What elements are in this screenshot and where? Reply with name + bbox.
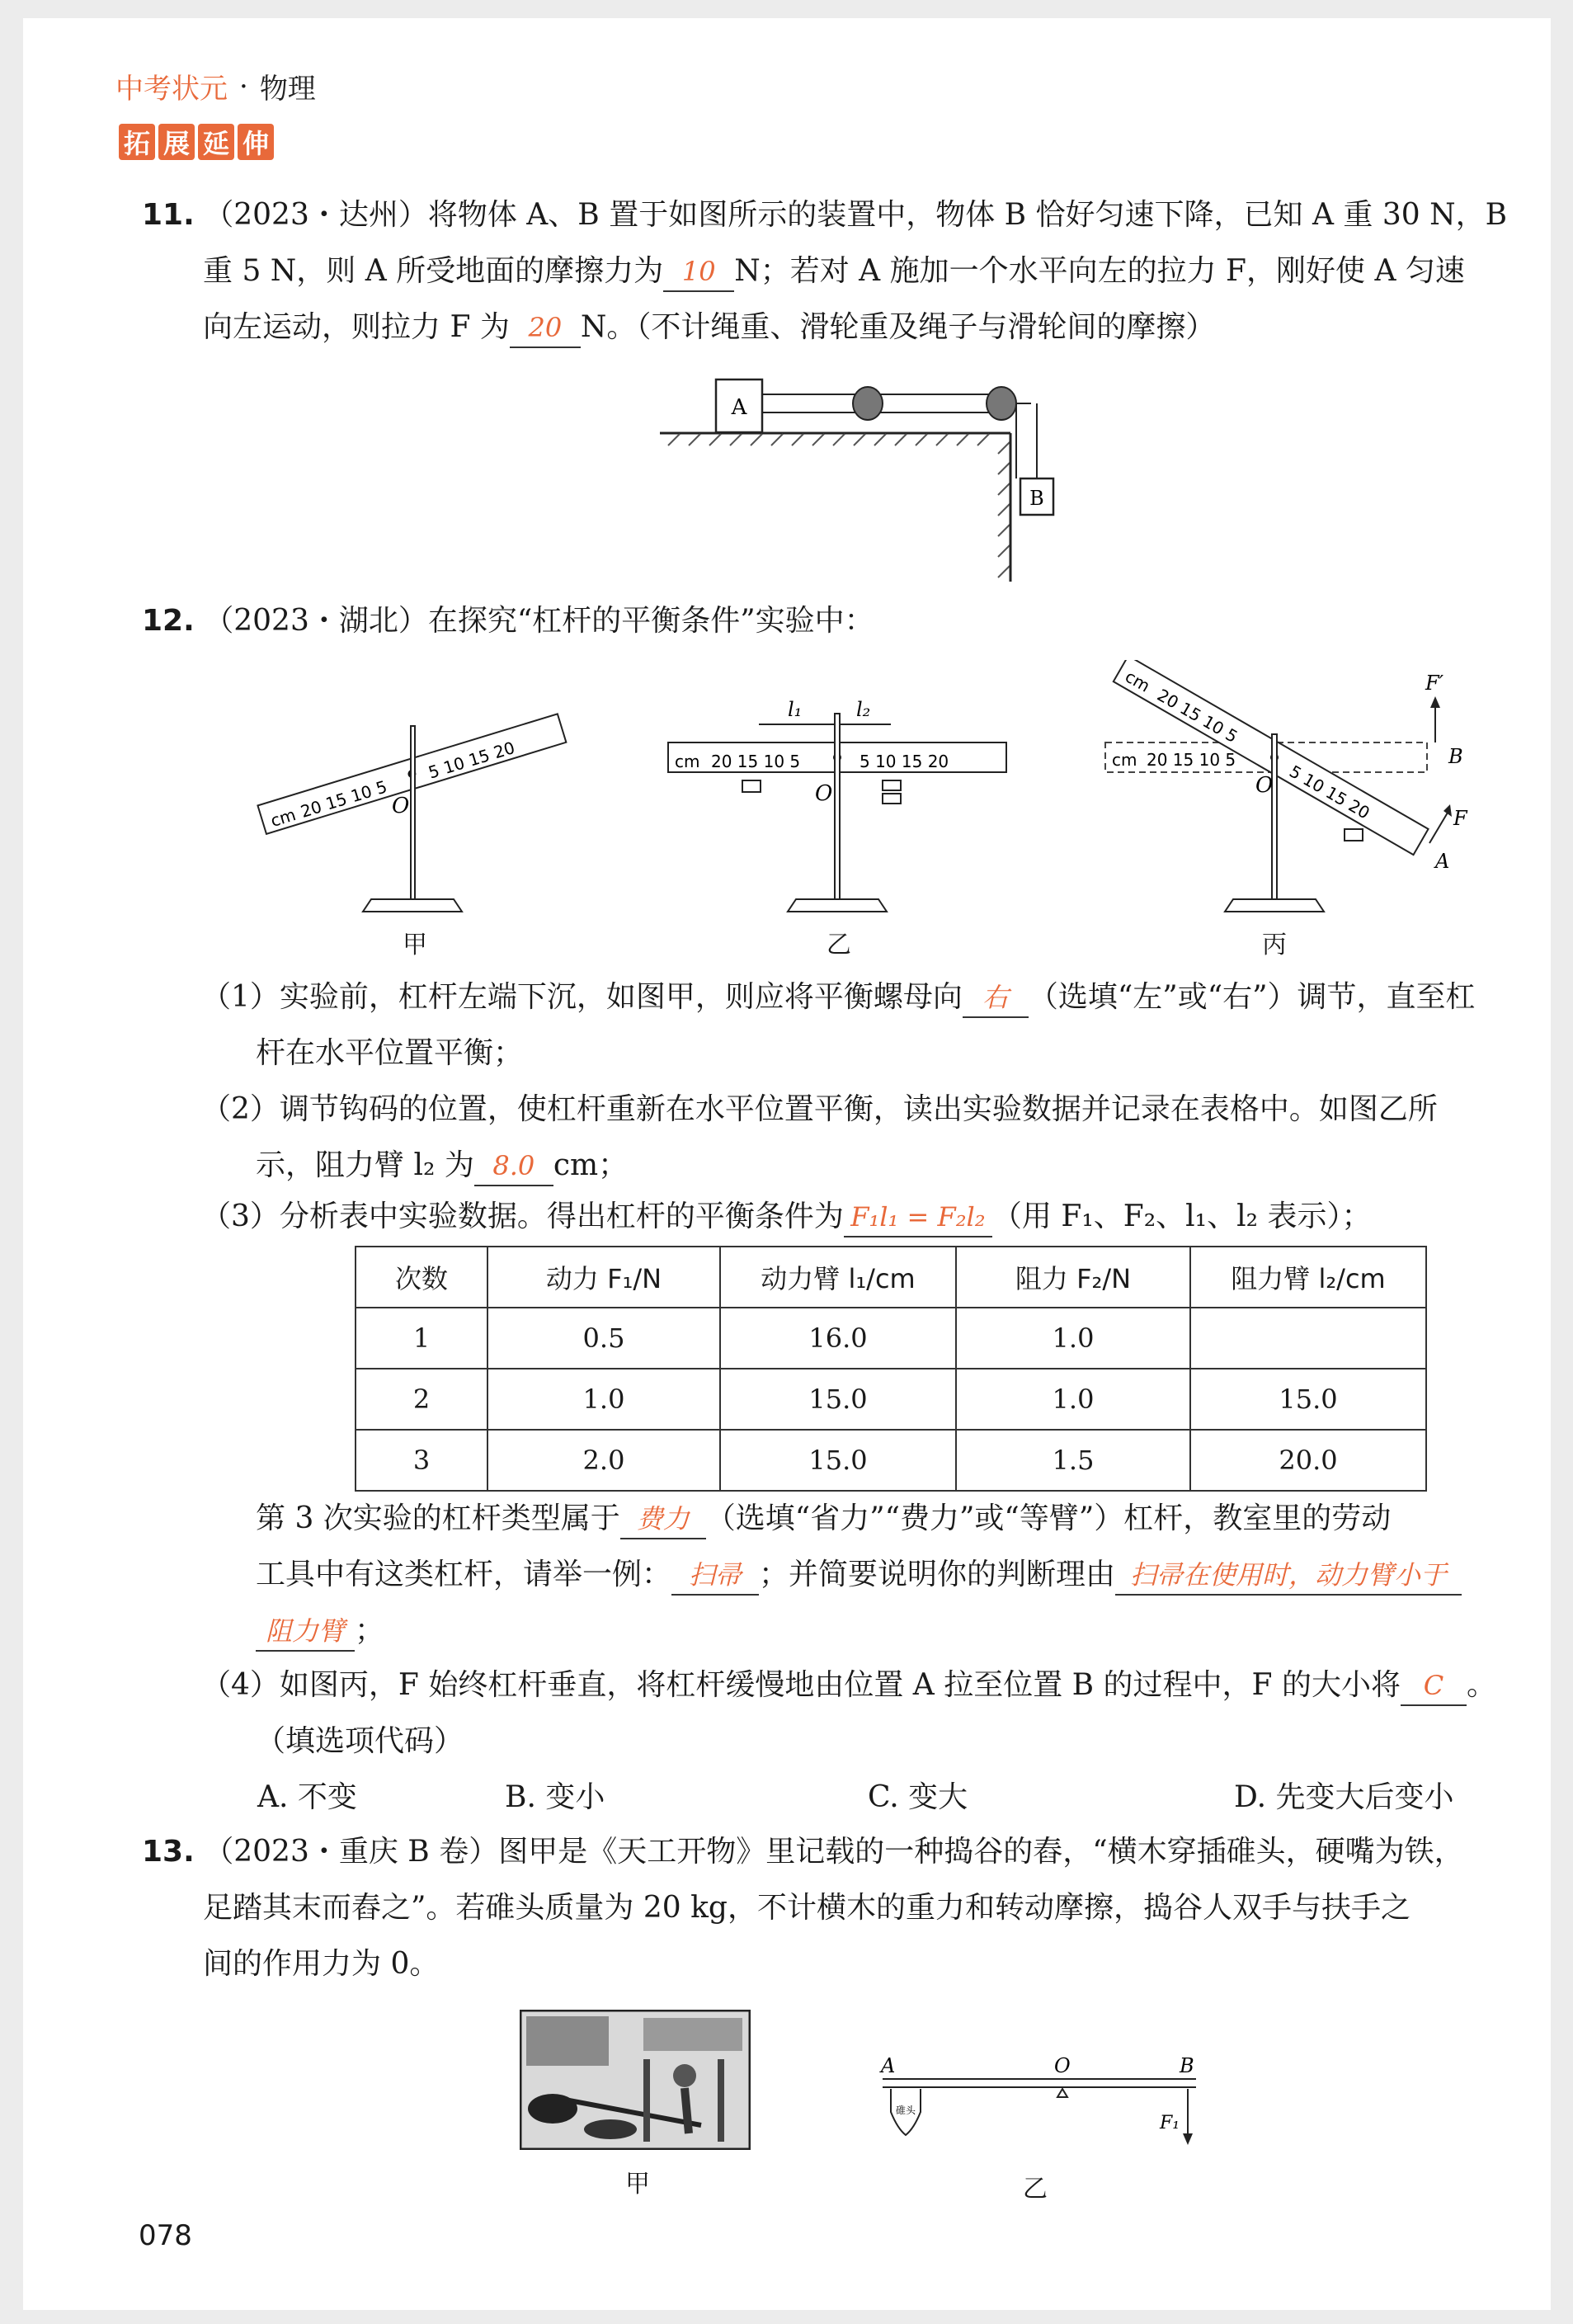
answer-blank: 扫帚 [671,1556,759,1596]
page-number: 078 [139,2219,192,2252]
pulley-figure [652,363,1081,586]
table-cell: 15.0 [1190,1369,1426,1430]
scale-right: 5 10 15 20 [1286,761,1373,823]
answer-blank: 8.0 [474,1147,553,1186]
o-label: O [1054,2054,1071,2077]
q12-text: 示，阻力臂 l₂ 为 [256,1148,474,1182]
head-label: 碓头 [895,2105,916,2116]
b-label: B [1448,745,1463,768]
q12-text: 工具中有这类杠杆，请举一例： [256,1558,672,1591]
header-dot: · [239,69,248,103]
l1-label: l₁ [788,698,803,721]
answer-blank: 扫帚在使用时，动力臂小于 [1115,1556,1462,1596]
option-d: D. 先变大后变小 [1234,1780,1454,1814]
label-b: B [1029,487,1044,510]
q12-text: （选填“左”或“右”）调节，直至杠 [1028,980,1476,1014]
table-cell: 20.0 [1190,1430,1426,1491]
fprime-label: F′ [1425,672,1444,695]
section-title [119,124,274,160]
question-number: 11. [142,198,195,232]
q12-part2-cont [256,1147,628,1186]
table-cell: 1 [356,1308,487,1369]
caption-bing: 丙 [1262,931,1287,959]
table-header: 阻力 F₂/N [956,1247,1190,1308]
q12-part2: （2）调节钩码的位置，使杠杆重新在水平位置平衡，读出实验数据并记录在表格中。如图乙所 [201,1092,1438,1126]
answer-blank: 10 [663,252,734,292]
table-cell: 1.5 [956,1430,1190,1491]
table-cell: 0.5 [487,1308,720,1369]
pivot-label: O [1255,773,1274,798]
table-row [356,1430,1426,1491]
f-label: F [1453,807,1467,830]
table-cell: 1.0 [956,1369,1190,1430]
q13-line1 [142,1833,1464,1871]
b-label: B [1180,2054,1194,2077]
answer-blank: 右 [963,978,1029,1018]
option-b: B. 变小 [505,1780,605,1814]
answer-blank: 费力 [620,1500,706,1539]
option-c: C. 变大 [868,1780,968,1814]
q12-text: （3）分析表中实验数据。得出杠杆的平衡条件为 [201,1200,844,1233]
q13-text: （2023・重庆 B 卷）图甲是《天工开物》里记载的一种捣谷的舂，“横木穿插碓头，硬嘴为铁， [204,1835,1464,1869]
a-label: A [881,2054,896,2077]
q11-line3 [203,309,1215,348]
q12-text: （1）实验前，杠杆左端下沉，如图甲，则应将平衡螺母向 [201,980,963,1014]
f1-label: F₁ [1160,2113,1180,2133]
section-char: 拓 [119,124,155,160]
section-char: 展 [158,124,195,160]
scale-left: 20 15 10 5 [711,752,801,771]
table-cell: 15.0 [720,1430,956,1491]
woodcut-image [520,2010,751,2150]
q12-text: 。 [1466,1668,1496,1702]
q12-stem [142,602,874,640]
cm-label: cm [1121,666,1154,696]
q12-part3-example [256,1556,1462,1596]
option-a: A. 不变 [257,1780,357,1814]
q11-text: N。（不计绳重、滑轮重及绳子与滑轮间的摩擦） [580,310,1216,344]
caption-yi: 乙 [827,931,851,959]
table-cell: 2 [356,1369,487,1430]
lever-figure-b [643,676,1031,924]
table-header-row [356,1247,1426,1308]
q12-part4-hint: （填选项代码） [256,1724,464,1758]
q12-text: （2023・湖北）在探究“杠杆的平衡条件”实验中： [204,604,874,638]
caption-yi-q13: 乙 [1023,2175,1048,2204]
table-cell: 1.0 [487,1369,720,1430]
table-header: 阻力臂 l₂/cm [1190,1247,1426,1308]
q12-text: （4）如图丙，F 始终杠杆垂直，将杠杆缓慢地由位置 A 拉至位置 B 的过程中，F 的大小将 [201,1668,1401,1702]
q11-line1 [142,196,1507,234]
answer-blank: 阻力臂 [256,1612,355,1652]
q12-text: ； [355,1614,385,1648]
q11-text: （2023・达州）将物体 A、B 置于如图所示的装置中，物体 B 恰好匀速下降，已知 A 重 30 N，B [204,198,1508,232]
page-header [115,66,316,106]
table-row [356,1369,1426,1430]
a-label: A [1435,850,1450,873]
q11-text: N；若对 A 施加一个水平向左的拉力 F，刚好使 A 匀速 [734,254,1465,288]
table-header: 动力臂 l₁/cm [720,1247,956,1308]
scale-right: 5 10 15 20 [859,752,949,771]
data-table [355,1246,1427,1492]
section-char: 延 [198,124,234,160]
section-char: 伸 [238,124,274,160]
q13-line3: 间的作用力为 0。 [203,1947,440,1981]
lever-figure-c [1072,660,1501,924]
l2-label: l₂ [856,698,871,721]
pivot-label: O [392,794,410,818]
lever-figure-a [231,676,602,924]
label-a: A [731,395,747,420]
q12-part3-reason [256,1612,384,1652]
subject-label: 物理 [259,73,316,106]
brand-logo: 中考状元 [115,73,228,106]
answer-blank: C [1401,1666,1467,1706]
table-header: 动力 F₁/N [487,1247,720,1308]
scale-left: 20 15 10 5 [1153,685,1241,747]
table-cell: 3 [356,1430,487,1491]
movable-pulley [853,387,883,420]
q12-text: cm； [553,1148,629,1182]
answer-blank: 20 [510,309,581,348]
table-row [356,1308,1426,1369]
table-header: 次数 [356,1247,487,1308]
caption-jia: 甲 [403,931,427,959]
table-cell [1190,1308,1426,1369]
fixed-pulley [987,387,1016,420]
scale-left: 20 15 10 5 [1147,750,1236,770]
q12-text: 第 3 次实验的杠杆类型属于 [256,1501,620,1535]
cm-label: cm [1112,750,1137,770]
table-cell: 1.0 [956,1308,1190,1369]
q12-part4 [201,1666,1496,1706]
table-cell: 16.0 [720,1308,956,1369]
q12-part1-cont: 杆在水平位置平衡； [256,1036,524,1070]
cm-label: cm [268,804,299,831]
scale-right: 5 10 15 20 [426,737,517,783]
q12-text: （选填“省力”“费力”或“等臂”）杠杆，教室里的劳动 [705,1501,1392,1535]
q11-text: 重 5 N，则 A 所受地面的摩擦力为 [203,254,664,288]
question-number: 12. [142,604,195,638]
pivot-label: O [815,781,833,806]
q12-text: ；并简要说明你的判断理由 [759,1558,1116,1591]
q12-part3-type [256,1500,1391,1539]
q12-text: （用 F₁、F₂、l₁、l₂ 表示）； [991,1200,1372,1233]
q12-part1 [201,978,1476,1018]
q12-part3 [201,1198,1372,1237]
q11-line2 [203,252,1465,292]
scale-left: 20 15 10 5 [298,776,390,822]
table-cell: 2.0 [487,1430,720,1491]
q13-lever-diagram [866,2046,1213,2153]
q11-text: 向左运动，则拉力 F 为 [203,310,510,344]
question-number: 13. [142,1835,195,1869]
caption-jia-q13: 甲 [625,2170,650,2199]
q13-line2: 足踏其末而舂之”。若碓头质量为 20 kg，不计横木的重力和转动摩擦，捣谷人双手与扶手之 [203,1891,1411,1925]
cm-label: cm [675,752,700,771]
table-cell: 15.0 [720,1369,956,1430]
answer-blank: F₁l₁ = F₂l₂ [844,1198,992,1237]
